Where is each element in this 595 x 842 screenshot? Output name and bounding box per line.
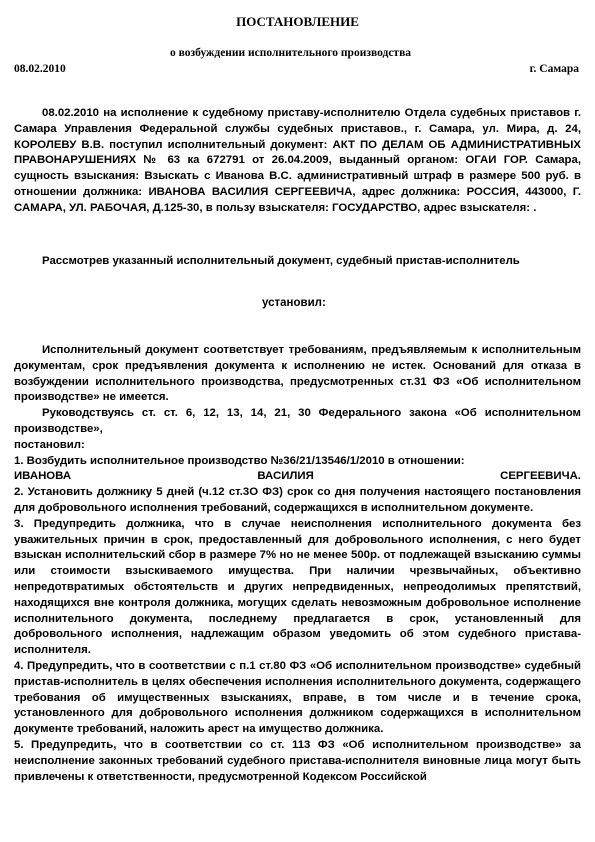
debtor-firstname: ВАСИЛИЯ xyxy=(257,470,314,483)
established-heading: установил: xyxy=(262,297,326,309)
intro-text: 08.02.2010 на исполнение к судебному приставу-исполнителю Отдела судебных приставов г. Самара Управления Федеральной службы судебных приставов., г. Самара, ул. Мира, д. 24, КОРОЛЕВУ В.В. поступил исполнительный документ: АКТ ПО ДЕЛАМ ОБ АДМИНИСТРАТИВНЫХ ПРАВОНАРУШЕНИЯХ № 63 ка 672791 от 26.04.2009, выданный органом: ОГАИ ГОР. Самара, сущность взыскания: Взыскать с Иванова В.С. административный штраф в размере 500 руб. в отношении должника: ИВАНОВА ВАСИЛИЯ СЕРГЕЕВИЧА, адрес должника: РОССИЯ, 443000, Г. САМАРА, УЛ. РАБОЧАЯ, Д.125-30, в пользу взыскателя: ГОСУДАРСТВО, адрес взыскателя: . xyxy=(14,107,581,214)
guided-paragraph: Руководствуясь ст. ст. 6, 12, 13, 14, 21, 30 Федерального закона «Об исполнительном производстве», xyxy=(14,407,581,435)
item-5: 5. Предупредить, что в соответствии со ст. 113 ФЗ «Об исполнительном производстве» за неисполнение законных требований судебного пристава-исполнителя виновные лица могут быть привлечены к ответственности, предусмотренной Кодексом Российской xyxy=(14,738,581,783)
main-body xyxy=(14,343,581,785)
resolved-heading: постановил: xyxy=(14,438,85,451)
considering-paragraph xyxy=(14,254,581,270)
document-title: ПОСТАНОВЛЕНИЕ xyxy=(236,14,359,29)
finding-paragraph: Исполнительный документ соответствует требованиям, предъявляемым к исполнительным документам, срок предъявления документа к исполнению не истек. Оснований для отказа в возбуждении исполнительного производства, предусмотренных ст.31 ФЗ «Об исполнительном производстве» не имеется. xyxy=(14,344,581,404)
item-4: 4. Предупредить, что в соответствии с п.1 ст.80 ФЗ «Об исполнительном производстве» судебный пристав-исполнитель в целях обеспечения исполнения исполнительного документа, содержащего требования об имущественных взысканиях, вправе, в том числе и в течение срока, установленного для добровольного исполнения должником содержащихся в исполнительном документе требований, наложить арест на имущество должника. xyxy=(14,659,581,736)
debtor-name-row xyxy=(14,469,581,485)
debtor-surname: ИВАНОВА xyxy=(14,470,72,483)
item-3: 3. Предупредить должника, что в случае неисполнения исполнительного документа без уважительных причин в срок, предоставленный для добровольного исполнения, с него будет взыскан исполнительский сбор в размере 7% но не менее 500р. от подлежащей взысканию суммы или стоимости взыскиваемого имущества. При наличии чрезвычайных, объективно непредотвратимых обстоятельств и других непредвиденных, непреодолимых препятствий, находящихся вне контроля должника, могущих сделать невозможным добровольное исполнение исполнительного документа, последнему предлагается в срок, установленный для добровольного исполнения, надлежащим образом уведомить об этом судебного пристава-исполнителя. xyxy=(14,517,581,657)
considering-text: Рассмотрев указанный исполнительный документ, судебный пристав-исполнитель xyxy=(42,255,520,267)
item-1: 1. Возбудить исполнительное производство №36/21/13546/1/2010 в отношении: xyxy=(14,454,465,467)
debtor-patronymic: СЕРГЕЕВИЧА. xyxy=(500,470,581,483)
document-city: г. Самара xyxy=(529,63,579,75)
intro-paragraph xyxy=(14,106,581,217)
item-2: 2. Установить должнику 5 дней (ч.12 ст.3О ФЗ) срок со дня получения настоящего постановления для добровольного исполнения требований, содержащихся в исполнительном документе. xyxy=(14,486,581,514)
document-subtitle: о возбуждении исполнительного производства xyxy=(170,47,412,59)
document-date: 08.02.2010 xyxy=(14,63,66,75)
